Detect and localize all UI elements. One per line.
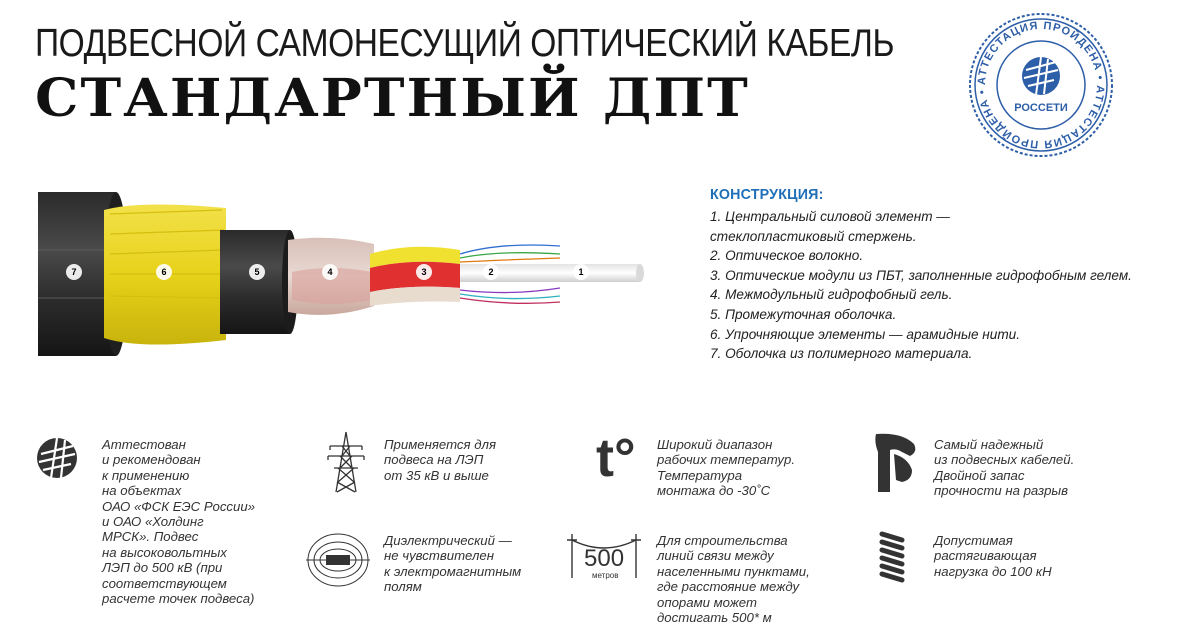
construction-item: 1. Центральный силовой элемент — <box>710 209 950 224</box>
power-tower-icon <box>326 430 366 494</box>
optical-modules <box>370 247 460 306</box>
inner-sheath <box>220 230 298 334</box>
feature-tensile-text: Допустимая растягивающая нагрузка до 100 кН <box>934 533 1052 579</box>
construction-item: стеклопластиковый стержень. <box>710 228 917 244</box>
feature-dielectric-text: Диэлектрический — не чувствителен к электромагнитным полям <box>384 533 522 595</box>
construction-item: 6. Упрочняющие элементы — арамидные нити. <box>710 326 1020 342</box>
magnetic-field-icon <box>304 530 372 590</box>
temperature-icon: t° <box>596 428 636 488</box>
marker-3: 3 <box>421 267 427 277</box>
seal-ring-text: АТТЕСТАЦИЯ ПРОЙДЕНА • АТТЕСТАЦИЯ ПРОЙДЕНА • <box>975 19 1107 151</box>
construction-item: 5. Промежуточная оболочка. <box>710 306 897 322</box>
certification-seal <box>966 10 1116 160</box>
feature-reliability-text: Самый надежный из подвесных кабелей. Двойной запас прочности на разрыв <box>934 437 1075 499</box>
marker-7: 7 <box>71 267 77 277</box>
marker-6: 6 <box>161 267 167 277</box>
marker-1: 1 <box>578 267 584 277</box>
construction-item: 3. Оптические модули из ПБТ, заполненные гидрофобным гелем. <box>710 267 1132 283</box>
feature-certified-text: Аттестован и рекомендован к применению на объектах ОАО «ФСК ЕЭС России» и ОАО «Холдинг МРСК». Подвес на высоковольтных ЛЭП до 500 кВ (при соответствующем расчете точек подвеса) <box>102 437 256 607</box>
construction-heading: КОНСТРУКЦИЯ: <box>710 186 824 203</box>
cable-cross-section-illustration <box>30 150 670 380</box>
span-unit: метров <box>592 571 619 580</box>
feature-span-text: Для строительства линий связи между населенными пунктами, где расстояние между опорами может достигать 500* м <box>657 533 810 626</box>
span-value: 500 <box>584 545 625 572</box>
rosseti-emblem-icon <box>1022 57 1060 95</box>
feature-power-line-text: Применяется для подвеса на ЛЭП от 35 кВ и выше <box>384 437 496 483</box>
page-title: СТАНДАРТНЫЙ ДПТ <box>35 68 750 129</box>
construction-item: 4. Межмодульный гидрофобный гель. <box>710 287 953 303</box>
marker-5: 5 <box>254 267 260 277</box>
construction-section <box>710 186 1190 364</box>
page-subtitle: ПОДВЕСНОЙ САМОНЕСУЩИЙ ОПТИЧЕСКИЙ КАБЕЛЬ <box>35 22 895 65</box>
grip-hand-icon <box>872 430 918 496</box>
spring-icon <box>878 530 906 584</box>
rosseti-logo-icon <box>35 436 79 480</box>
construction-item: 7. Оболочка из полимерного материала. <box>710 346 973 362</box>
feature-temperature-text: Широкий диапазон рабочих температур. Температура монтажа до -30˚С <box>657 437 796 499</box>
marker-4: 4 <box>327 267 333 277</box>
marker-2: 2 <box>488 267 494 277</box>
construction-item: 2. Оптическое волокно. <box>710 248 864 264</box>
seal-brand: РОССЕТИ <box>1014 102 1068 114</box>
